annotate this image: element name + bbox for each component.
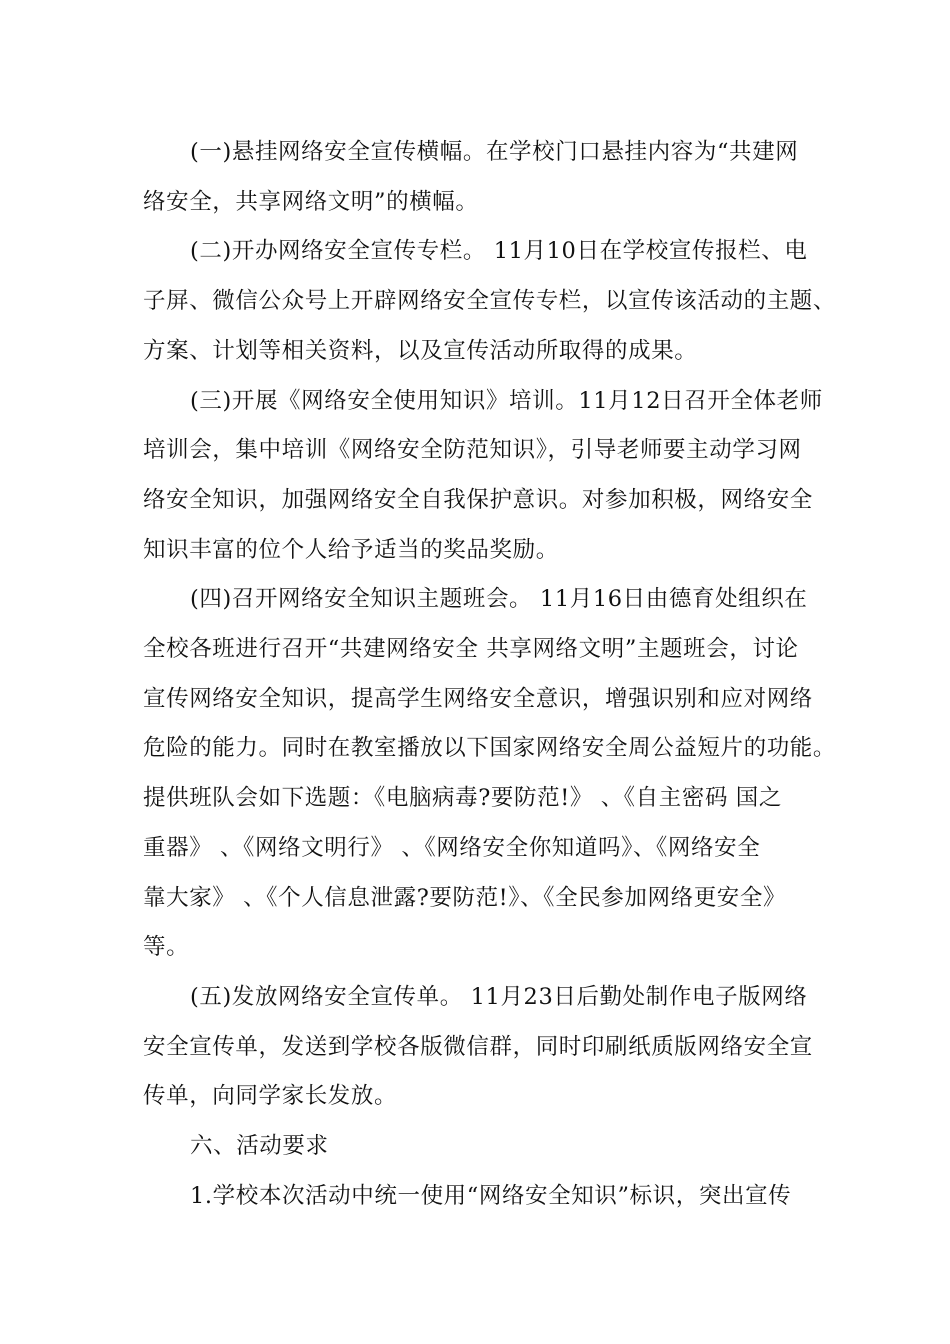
paragraph-line: 络安全知识，加强网络安全自我保护意识。对参加积极，网络安全 bbox=[143, 486, 813, 513]
paragraph-line: 传单，向同学家长发放。 bbox=[143, 1083, 398, 1110]
paragraph-line: 安全宣传单，发送到学校各版微信群，同时印刷纸质版网络安全宣 bbox=[143, 1033, 813, 1060]
paragraph-line: 培训会，集中培训《网络安全防范知识》，引导老师要主动学习网 bbox=[143, 437, 802, 464]
paragraph-line: (五)发放网络安全宣传单。 11月23日后勤处制作电子版网络 bbox=[190, 983, 808, 1010]
paragraph-line: (三)开展《网络安全使用知识》培训。11月12日召开全体老师 bbox=[190, 387, 823, 414]
paragraph-line: (一)悬挂网络安全宣传横幅。在学校门口悬挂内容为“共建网 bbox=[190, 139, 799, 165]
paragraph-line: 方案、计划等相关资料，以及宣传活动所取得的成果。 bbox=[143, 337, 698, 364]
document-body bbox=[143, 128, 837, 1221]
paragraph-line: 子屏、微信公众号上开辟网络安全宣传专栏，以宣传该活动的主题、 bbox=[143, 288, 837, 315]
paragraph-line: 重器》 、《网络文明行》 、《网络安全你知道吗》、《网络安全 bbox=[143, 834, 761, 861]
paragraph-line: 宣传网络安全知识，提高学生网络安全意识，增强识别和应对网络 bbox=[143, 685, 813, 712]
section-heading: 六、活动要求 bbox=[190, 1133, 329, 1160]
paragraph-line: 提供班队会如下选题：《电脑病毒?要防范!》 、《自主密码 国之 bbox=[143, 785, 783, 812]
paragraph-line: 全校各班进行召开“共建网络安全 共享网络文明”主题班会，讨论 bbox=[143, 636, 799, 663]
paragraph-line: 络安全，共享网络文明”的横幅。 bbox=[143, 188, 479, 215]
paragraph-line: 知识丰富的位个人给予适当的奖品奖励。 bbox=[143, 536, 559, 563]
paragraph-line: 靠大家》 、《个人信息泄露?要防范!》、《全民参加网络更安全》 bbox=[143, 884, 787, 911]
paragraph-line: 危险的能力。同时在教室播放以下国家网络安全周公益短片的功能。 bbox=[143, 735, 837, 762]
paragraph-line: (四)召开网络安全知识主题班会。 11月16日由德育处组织在 bbox=[190, 586, 808, 613]
paragraph-line: 1.学校本次活动中统一使用“网络安全知识”标识，突出宣传 bbox=[190, 1182, 792, 1209]
paragraph-line: 等。 bbox=[143, 934, 190, 961]
paragraph-line: (二)开办网络安全宣传专栏。 11月10日在学校宣传报栏、电 bbox=[190, 238, 808, 265]
